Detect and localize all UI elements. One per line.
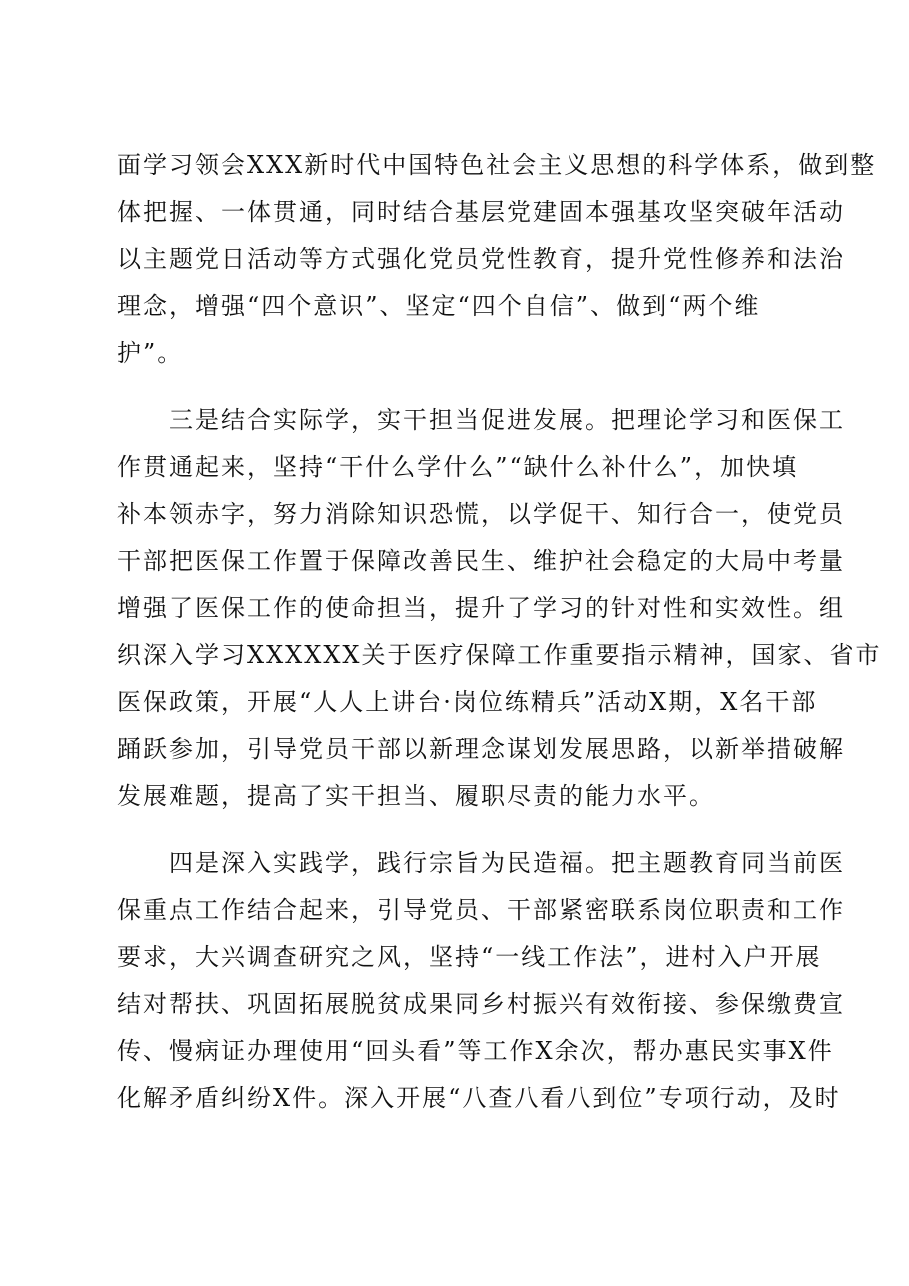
text-line: 保重点工作结合起来，引导党员、干部紧密联系岗位职责和工作 [117,896,845,924]
text-line: 三是结合实际学，实干担当促进发展。把理论学习和医保工 [117,406,845,434]
text-line: 干部把医保工作置于保障改善民生、维护社会稳定的大局中考量 [117,547,845,575]
text-line: 化解矛盾纠纷X件。深入开展“八查八看八到位”专项行动，及时 [117,1084,841,1112]
text-line: 护”。 [117,339,184,367]
text-line: 理念，增强“四个意识”、坚定“四个自信”、做到“两个维 [117,292,761,320]
paragraph-1 [117,142,877,377]
text-line: 要求，大兴调查研究之风，坚持“一线工作法”，进村入户开展 [117,943,822,971]
paragraph-2 [117,397,882,820]
text-line: 补本领赤字，努力消除知识恐慌，以学促干、知行合一，使党员 [117,500,845,528]
text-line: 医保政策，开展“人人上讲台·岗位练精兵”活动X期，X名干部 [117,688,818,716]
document-body [117,142,882,1122]
text-line: 面学习领会XXX新时代中国特色社会主义思想的科学体系，做到整 [117,151,877,179]
text-line: 结对帮扶、巩固拓展脱贫成果同乡村振兴有效衔接、参保缴费宣 [117,990,845,1018]
text-line: 织深入学习XXXXXX关于医疗保障工作重要指示精神，国家、省市 [117,641,882,669]
text-line: 传、慢病证办理使用“回头看”等工作X余次，帮办惠民实事X件 [117,1037,834,1065]
text-line: 四是深入实践学，践行宗旨为民造福。把主题教育同当前医 [117,849,845,877]
text-line: 增强了医保工作的使命担当，提升了学习的针对性和实效性。组 [117,594,845,622]
text-line: 作贯通起来，坚持“干什么学什么”“缺什么补什么”，加快填 [117,453,799,481]
text-line: 体把握、一体贯通，同时结合基层党建固本强基攻坚突破年活动 [117,198,845,226]
paragraph-3 [117,840,845,1122]
text-line: 以主题党日活动等方式强化党员党性教育，提升党性修养和法治 [117,245,845,273]
text-line: 发展难题，提高了实干担当、履职尽责的能力水平。 [117,782,715,810]
text-line: 踊跃参加，引导党员干部以新理念谋划发展思路，以新举措破解 [117,735,845,763]
